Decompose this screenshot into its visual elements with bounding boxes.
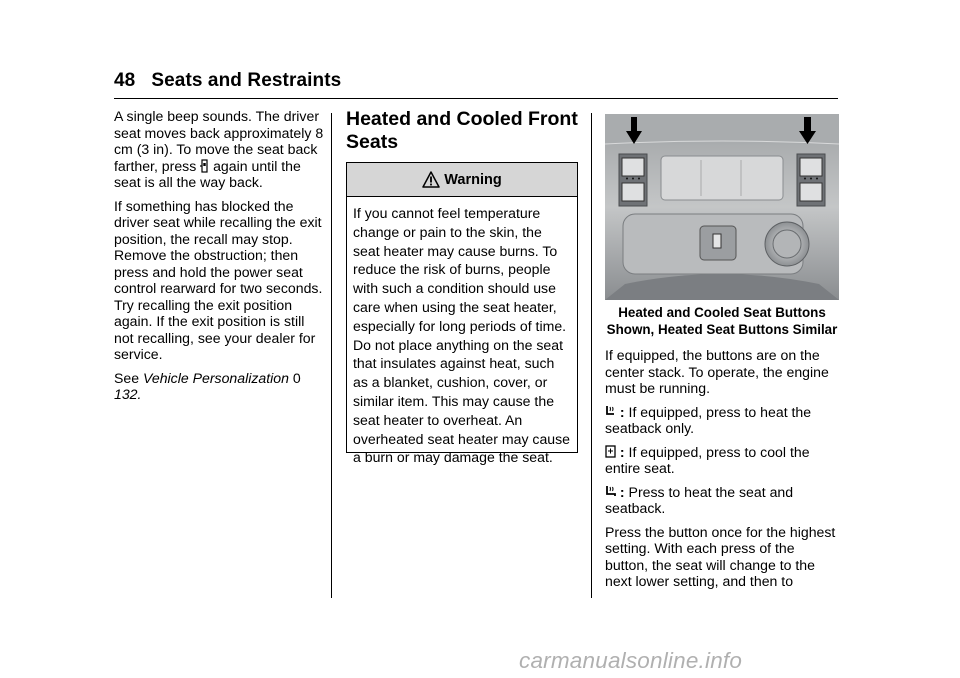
warning-text: If you cannot feel temperature change or pain to the skin, the seat heater may cause burns. To reduce the risk of burns, people with such a condition should use care when using the seat heater, especially for long periods of time. Do not place anything on the seat that insulates against heat, such as a blanket, cushion, cover, or similar item. This may cause the seat heater to overheat. An overheated seat heater may cause a burn or may damage the seat. xyxy=(353,205,571,466)
section-heading: Heated and Cooled Front Seats xyxy=(346,108,578,153)
paragraph-location: If equipped, the buttons are on the center stack. To operate, the engine must be running. xyxy=(605,347,829,396)
warning-box xyxy=(346,162,578,466)
paragraph-beep xyxy=(114,108,326,191)
header-rule xyxy=(114,98,838,99)
paragraph-press-button: Press the button once for the highest setting. With each press of the button, the seat will change to the next lower setting, and then to xyxy=(605,523,836,589)
list-item xyxy=(605,484,839,517)
see-label: See xyxy=(114,369,140,386)
paragraph-see-also xyxy=(114,370,326,403)
cross-reference-page[interactable]: 132. xyxy=(114,386,142,402)
column-3-text xyxy=(605,347,839,590)
warning-header xyxy=(347,163,577,197)
seatback-heat-icon xyxy=(605,405,616,418)
column-3 xyxy=(605,114,839,597)
list-item-separator: : xyxy=(619,483,625,500)
page-number: 48 xyxy=(114,70,136,91)
seat-memory-icon xyxy=(200,159,209,173)
seat-cool-icon xyxy=(605,445,616,458)
watermark: carmanualsonline.info xyxy=(519,648,743,673)
figure-caption: Heated and Cooled Seat Buttons Shown, Heated Seat Buttons Similar xyxy=(606,305,838,337)
column-divider-2 xyxy=(591,113,592,598)
paragraph-beep-text-b: again until the seat is all the way back. xyxy=(114,157,301,190)
column-divider-1 xyxy=(331,113,332,598)
list-item-separator: : xyxy=(619,403,625,420)
list-item-text: If equipped, press to cool the entire seat. xyxy=(605,443,810,476)
list-item xyxy=(605,444,839,477)
section-title: Seats and Restraints xyxy=(151,70,342,91)
list-item xyxy=(605,404,839,437)
list-item-text: Press to heat the seat and seatback. xyxy=(605,483,794,516)
seat-heat-icon xyxy=(605,485,616,498)
page-header xyxy=(114,70,341,92)
warning-title: Warning xyxy=(444,171,502,188)
page-arrow-glyph: 0 xyxy=(292,369,301,386)
column-1 xyxy=(114,108,326,410)
warning-triangle-icon xyxy=(422,171,440,188)
paragraph-obstruction: If something has blocked the driver seat while recalling the exit position, the recall may stop. Remove the obstruction; then press and hold the power seat control rearward for two seconds. Try recalling the exit position again. If the exit position is still not recalling, see your dealer for service. xyxy=(114,197,323,362)
cross-reference-link[interactable]: Vehicle Personalization xyxy=(143,369,289,386)
list-item-text: If equipped, press to heat the seatback only. xyxy=(605,403,812,436)
seat-buttons-photo xyxy=(605,114,839,300)
column-2 xyxy=(346,108,578,466)
list-item-separator: : xyxy=(619,443,625,460)
paragraph-beep-text-a: A single beep sounds. The driver seat moves back approximately 8 cm (3 in). To move the seat back farther, press xyxy=(114,108,324,174)
